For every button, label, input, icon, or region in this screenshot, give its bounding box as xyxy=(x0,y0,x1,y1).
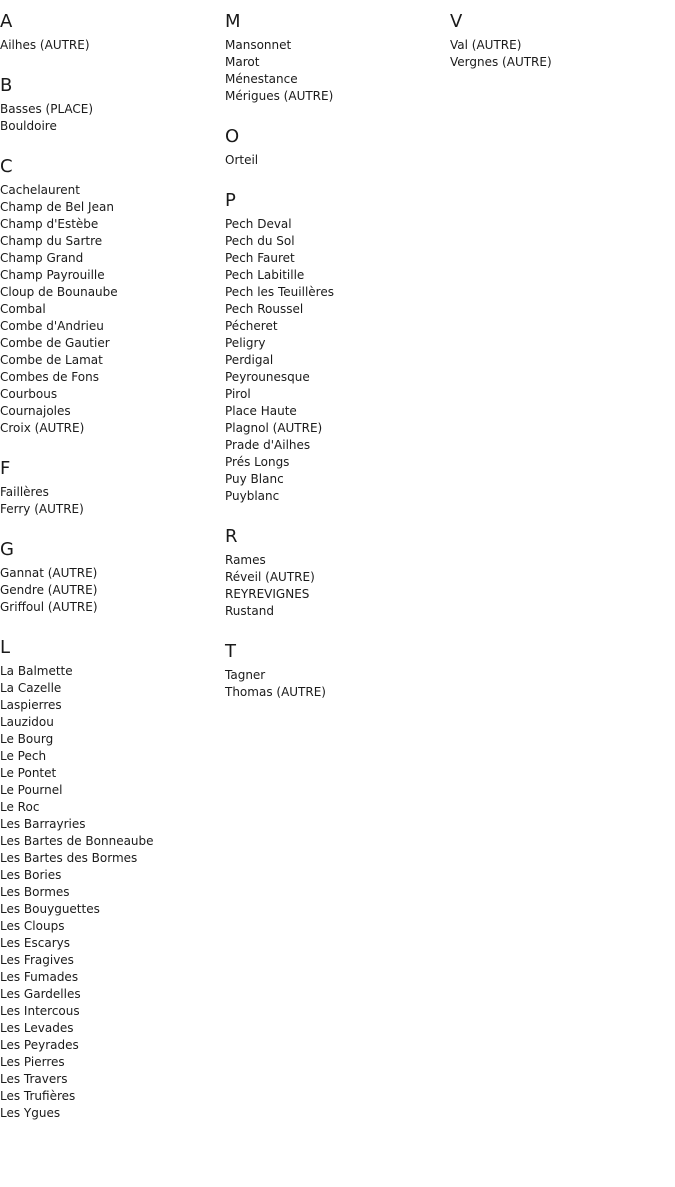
place-list-item: Perdigal xyxy=(225,353,274,367)
place-list-item: Pech Deval xyxy=(225,217,292,231)
place-list-item: Cournajoles xyxy=(0,404,71,418)
place-list-item: Le Pournel xyxy=(0,783,63,797)
place-list-item: Ailhes (AUTRE) xyxy=(0,38,90,52)
place-list-item: Le Pech xyxy=(0,749,47,763)
place-list xyxy=(0,37,225,54)
section-letter-heading: F xyxy=(0,458,11,479)
place-list-item: Champ de Bel Jean xyxy=(0,200,114,214)
place-list-item: REYREVIGNES xyxy=(225,587,310,601)
place-list xyxy=(0,484,225,518)
place-list-item: Basses (PLACE) xyxy=(0,102,94,116)
place-list-item: Ferry (AUTRE) xyxy=(0,502,84,516)
place-list-item: Combes de Fons xyxy=(0,370,99,384)
letter-section xyxy=(225,169,450,505)
letter-section xyxy=(0,616,225,1122)
place-list-item: Prés Longs xyxy=(225,455,290,469)
place-list-item: Pech du Sol xyxy=(225,234,295,248)
place-list-item: Ménestance xyxy=(225,72,298,86)
letter-section xyxy=(0,518,225,616)
place-list-item: Les Fragives xyxy=(0,953,74,967)
place-list-item: Champ du Sartre xyxy=(0,234,103,248)
place-list-item: Combe d'Andrieu xyxy=(0,319,104,333)
place-list-item: Vergnes (AUTRE) xyxy=(450,55,552,69)
place-list-item: Les Fumades xyxy=(0,970,79,984)
place-list-item: Le Roc xyxy=(0,800,40,814)
section-letter-heading: R xyxy=(225,526,238,547)
section-letter-heading: M xyxy=(225,11,241,32)
place-list-item: Champ d'Estèbe xyxy=(0,217,99,231)
place-list-item: Les Bormes xyxy=(0,885,70,899)
place-list-item: Les Trufières xyxy=(0,1089,76,1103)
place-list-item: La Balmette xyxy=(0,664,73,678)
place-list-item: Mansonnet xyxy=(225,38,292,52)
index-column-3 xyxy=(450,0,675,71)
index-column-2 xyxy=(225,0,450,701)
place-list-item: Prade d'Ailhes xyxy=(225,438,311,452)
place-list-item: Les Bouyguettes xyxy=(0,902,100,916)
place-list-item: Peyrounesque xyxy=(225,370,310,384)
place-list-item: Bouldoire xyxy=(0,119,57,133)
place-list-item: Les Intercous xyxy=(0,1004,80,1018)
place-list-item: Les Cloups xyxy=(0,919,65,933)
place-list-item: Laspierres xyxy=(0,698,62,712)
place-list-item: Croix (AUTRE) xyxy=(0,421,85,435)
place-list-item: Le Bourg xyxy=(0,732,54,746)
place-list-item: Pech Fauret xyxy=(225,251,295,265)
section-letter-heading: O xyxy=(225,126,240,147)
place-list-item: Val (AUTRE) xyxy=(450,38,522,52)
place-list xyxy=(0,565,225,616)
place-list xyxy=(450,37,675,71)
place-list-item: Gendre (AUTRE) xyxy=(0,583,98,597)
letter-section xyxy=(225,0,450,105)
place-list-item: Les Travers xyxy=(0,1072,68,1086)
letter-section xyxy=(0,54,225,135)
place-list-item: La Cazelle xyxy=(0,681,62,695)
place-list-item: Faillères xyxy=(0,485,49,499)
place-list xyxy=(0,182,225,437)
place-list-item: Les Bories xyxy=(0,868,62,882)
place-list-item: Les Bartes des Bormes xyxy=(0,851,138,865)
place-list-item: Les Barrayries xyxy=(0,817,86,831)
place-list-item: Plagnol (AUTRE) xyxy=(225,421,323,435)
letter-section xyxy=(225,105,450,169)
place-list-item: Cachelaurent xyxy=(0,183,80,197)
section-letter-heading: P xyxy=(225,190,236,211)
place-list-item: Tagner xyxy=(225,668,266,682)
place-list xyxy=(225,37,450,105)
place-list-item: Courbous xyxy=(0,387,58,401)
section-letter-heading: C xyxy=(0,156,13,177)
place-list-item: Les Bartes de Bonneaube xyxy=(0,834,154,848)
place-list-item: Les Pierres xyxy=(0,1055,65,1069)
place-list-item: Pécheret xyxy=(225,319,278,333)
place-list xyxy=(225,152,450,169)
place-list xyxy=(0,663,225,1122)
letter-section xyxy=(450,0,675,71)
place-list-item: Combe de Gautier xyxy=(0,336,110,350)
place-list-item: Place Haute xyxy=(225,404,297,418)
place-list xyxy=(225,216,450,505)
section-letter-heading: G xyxy=(0,539,14,560)
place-list-item: Marot xyxy=(225,55,260,69)
place-list-item: Les Ygues xyxy=(0,1106,61,1120)
place-list xyxy=(225,667,450,701)
place-list-item: Champ Payrouille xyxy=(0,268,105,282)
place-list-item: Les Peyrades xyxy=(0,1038,79,1052)
section-letter-heading: B xyxy=(0,75,13,96)
letter-section xyxy=(225,620,450,701)
place-list-item: Thomas (AUTRE) xyxy=(225,685,326,699)
section-letter-heading: T xyxy=(225,641,236,662)
place-list-item: Les Levades xyxy=(0,1021,74,1035)
place-list-item: Pech Labitille xyxy=(225,268,305,282)
place-list xyxy=(225,552,450,620)
place-list-item: Cloup de Bounaube xyxy=(0,285,118,299)
place-list-item: Peligry xyxy=(225,336,266,350)
place-list-item: Réveil (AUTRE) xyxy=(225,570,315,584)
place-list-item: Orteil xyxy=(225,153,259,167)
place-list-item: Pech les Teuillères xyxy=(225,285,334,299)
place-list-item: Les Gardelles xyxy=(0,987,81,1001)
place-list-item: Griffoul (AUTRE) xyxy=(0,600,98,614)
section-letter-heading: A xyxy=(0,11,13,32)
letter-section xyxy=(225,505,450,620)
place-list-item: Combe de Lamat xyxy=(0,353,103,367)
place-list xyxy=(0,101,225,135)
place-list-item: Puyblanc xyxy=(225,489,280,503)
place-list-item: Rames xyxy=(225,553,266,567)
place-list-item: Combal xyxy=(0,302,46,316)
place-list-item: Pech Roussel xyxy=(225,302,304,316)
place-list-item: Le Pontet xyxy=(0,766,57,780)
place-list-item: Gannat (AUTRE) xyxy=(0,566,98,580)
place-list-item: Rustand xyxy=(225,604,274,618)
letter-section xyxy=(0,135,225,437)
letter-section xyxy=(0,0,225,54)
place-list-item: Champ Grand xyxy=(0,251,84,265)
place-list-item: Lauzidou xyxy=(0,715,54,729)
place-list-item: Les Escarys xyxy=(0,936,70,950)
place-list-item: Puy Blanc xyxy=(225,472,284,486)
index-column-1 xyxy=(0,0,225,1122)
section-letter-heading: L xyxy=(0,637,11,658)
letter-section xyxy=(0,437,225,518)
section-letter-heading: V xyxy=(450,11,463,32)
place-list-item: Pirol xyxy=(225,387,251,401)
place-list-item: Mérigues (AUTRE) xyxy=(225,89,334,103)
